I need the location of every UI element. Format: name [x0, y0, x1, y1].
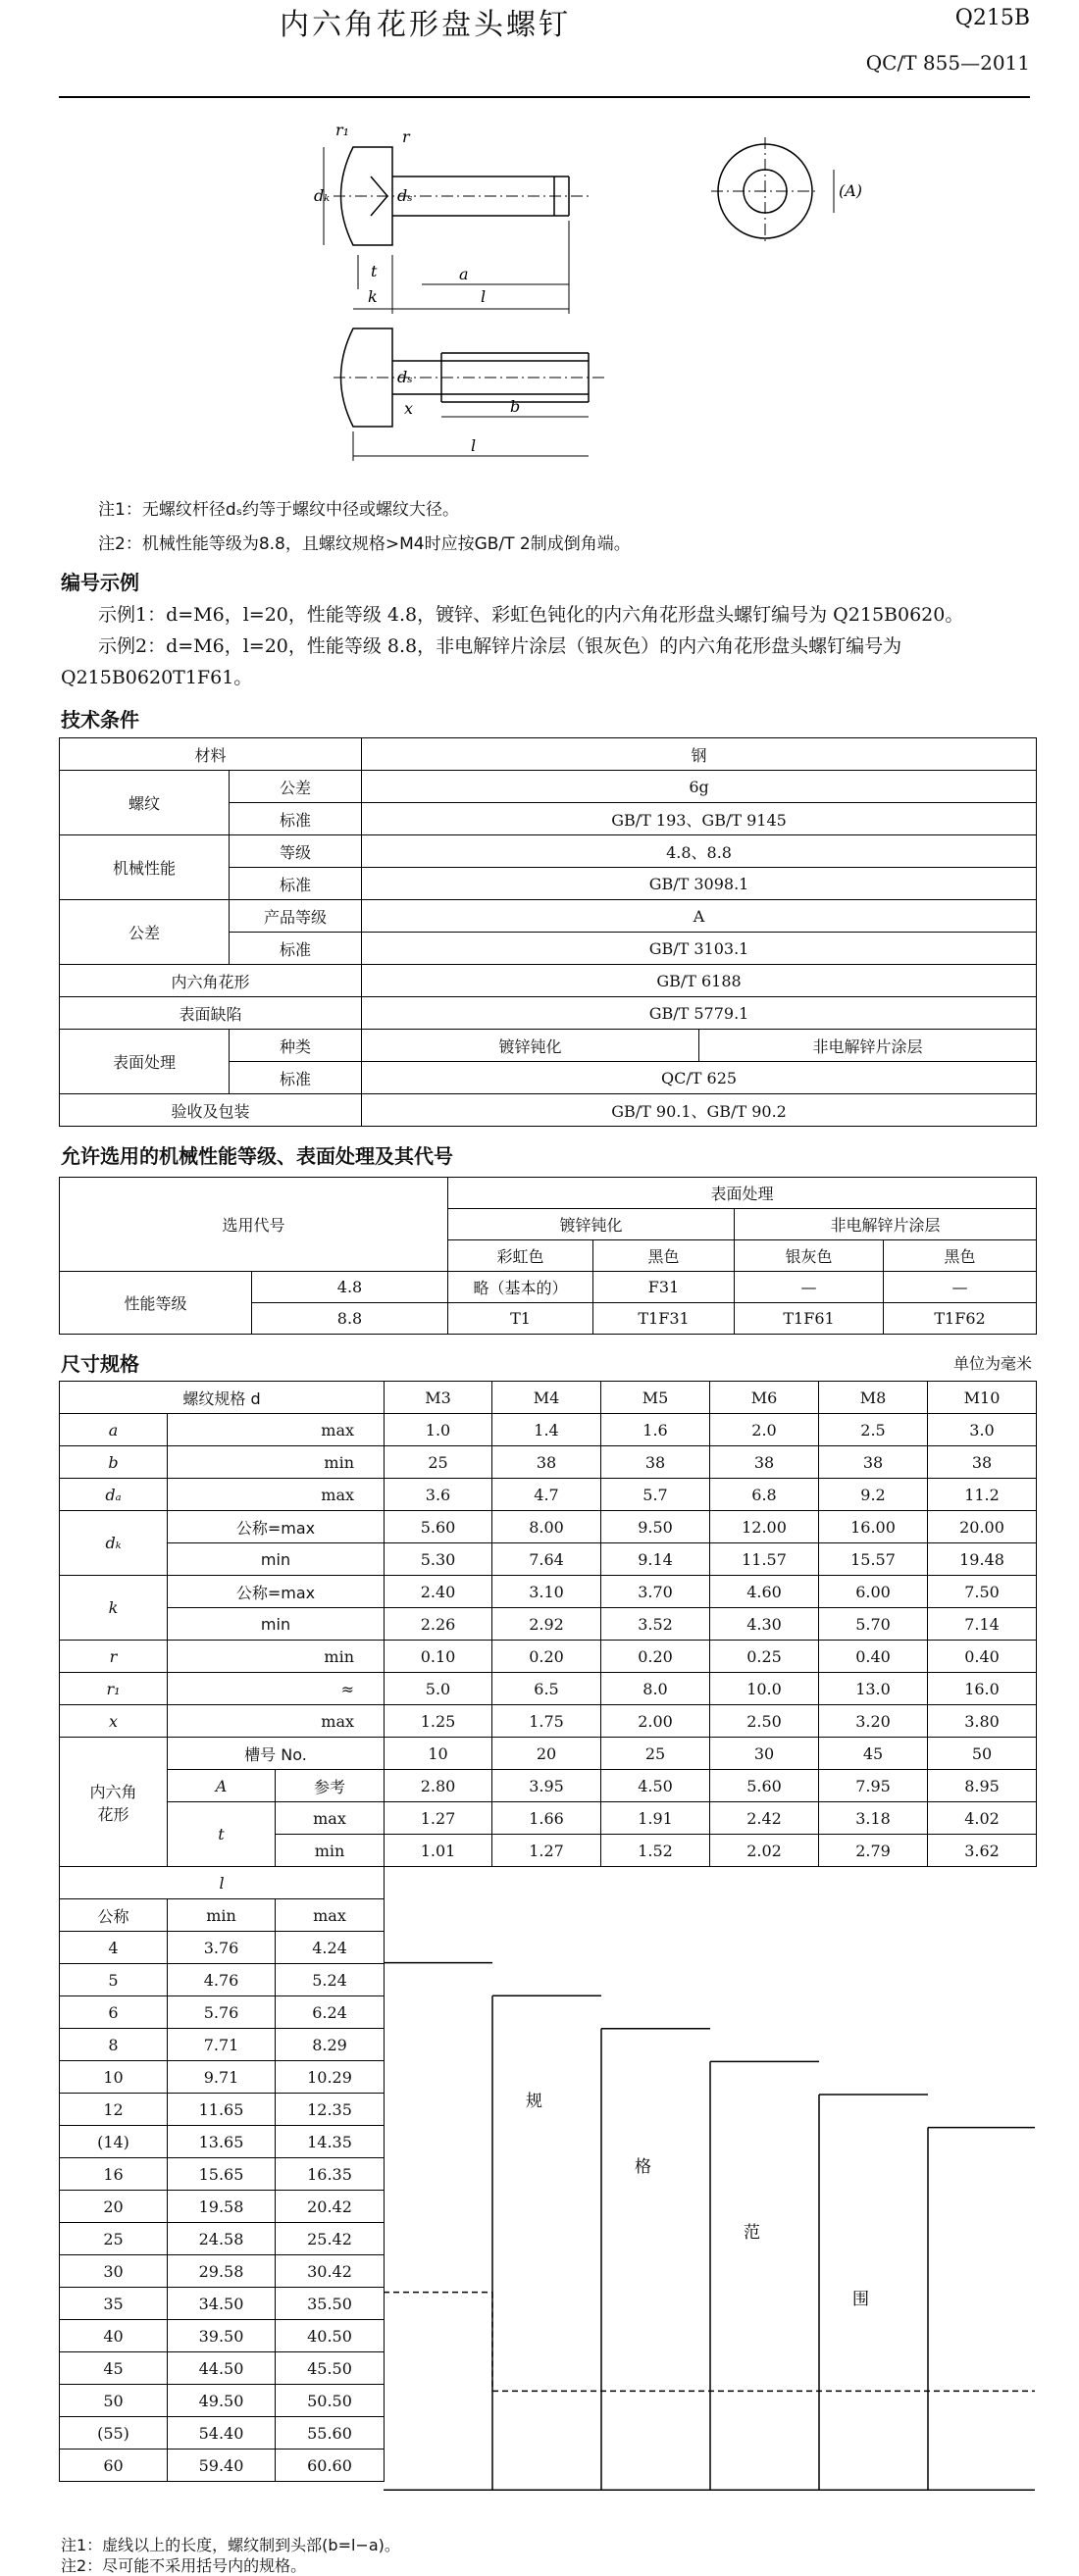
size-cell: 1.27: [385, 1802, 492, 1835]
black2-header: 黑色: [884, 1240, 1037, 1272]
size-cell: 38: [819, 1446, 928, 1479]
length-cell: 16.35: [276, 2158, 385, 2191]
opt-cell: T1F62: [884, 1303, 1037, 1335]
options-table: [59, 1177, 1037, 1335]
length-cell: 11.65: [168, 2094, 276, 2126]
size-cell: 4.02: [928, 1802, 1037, 1835]
surface-header: 表面处理: [448, 1178, 1037, 1209]
size-cell: 11.57: [710, 1543, 819, 1576]
size-cell: 3.0: [928, 1414, 1037, 1446]
slot-label: 槽号 No.: [168, 1738, 385, 1770]
black-header: 黑色: [593, 1240, 735, 1272]
example-1: 示例1：d=M6，l=20，性能等级 4.8，镀锌、彩虹色钝化的内六角花形盘头螺钉编号为 Q215B0620。: [98, 604, 964, 626]
opt-cell: T1: [448, 1303, 593, 1335]
size-cell: 38: [601, 1446, 710, 1479]
surface-label: 表面处理: [60, 1030, 230, 1094]
length-cell: 15.65: [168, 2158, 276, 2191]
part-code: Q215B: [954, 6, 1030, 30]
length-cell: 20.42: [276, 2191, 385, 2223]
tol-label: 公差: [60, 900, 230, 965]
size-cell: 3.18: [819, 1802, 928, 1835]
opt-cell: F31: [593, 1272, 735, 1303]
product-grade-value: A: [362, 900, 1037, 933]
size-cell: 7.95: [819, 1770, 928, 1802]
size-cell: 1.66: [492, 1802, 601, 1835]
surface-standard: QC/T 625: [362, 1062, 1037, 1094]
examples-heading: 编号示例: [61, 571, 139, 594]
torx-label: 内六角花形: [60, 965, 362, 997]
size-symbol: r₁: [60, 1673, 168, 1705]
perf-label: 性能等级: [60, 1272, 252, 1335]
lmin-label: min: [168, 1899, 276, 1932]
range-area: [385, 1867, 1037, 1932]
size-cell: 2.50: [710, 1705, 819, 1738]
range-char-1: 规: [526, 2092, 542, 2111]
size-cell: 7.64: [492, 1543, 601, 1576]
example-2b: Q215B0620T1F61。: [61, 667, 253, 688]
size-symbol: dₐ: [60, 1479, 168, 1511]
opt-cell: —: [884, 1272, 1037, 1303]
length-cell: 45.50: [276, 2352, 385, 2385]
standard-label: 标准: [230, 933, 362, 965]
k-qual: 公称=max: [168, 1576, 385, 1608]
size-cell: 16.00: [819, 1511, 928, 1543]
t-symbol: t: [168, 1802, 276, 1867]
size-cell: 1.4: [492, 1414, 601, 1446]
kind-label: 种类: [230, 1030, 362, 1062]
size-cell: 3.6: [385, 1479, 492, 1511]
tolerance-value: 6g: [362, 771, 1037, 803]
size-cell: 8.00: [492, 1511, 601, 1543]
length-cell: 44.50: [168, 2352, 276, 2385]
options-heading: 允许选用的机械性能等级、表面处理及其代号: [61, 1144, 453, 1168]
size-cell: 5.7: [601, 1479, 710, 1511]
length-cell: 13.65: [168, 2126, 276, 2158]
length-cell: 3.76: [168, 1932, 276, 1964]
example-2a: 示例2：d=M6，l=20，性能等级 8.8，非电解锌片涂层（银灰色）的内六角花形盘头螺钉编号为: [98, 635, 902, 657]
size-cell: 5.60: [710, 1770, 819, 1802]
t-min-label: min: [276, 1835, 385, 1867]
nominal-label: 公称: [60, 1899, 168, 1932]
size-cell: 2.0: [710, 1414, 819, 1446]
length-cell: 20: [60, 2191, 168, 2223]
size-cell: 1.6: [601, 1414, 710, 1446]
length-cell: 5.24: [276, 1964, 385, 1996]
note-bottom-2: 注2：尽可能不采用括号内的规格。: [61, 2556, 307, 2575]
length-cell: 35: [60, 2288, 168, 2320]
length-cell: 55.60: [276, 2417, 385, 2450]
size-cell: 11.2: [928, 1479, 1037, 1511]
opt-cell: 8.8: [252, 1303, 448, 1335]
label-k: k: [368, 287, 378, 306]
length-cell: 60.60: [276, 2450, 385, 2482]
size-cell: 3.10: [492, 1576, 601, 1608]
spec-header: M10: [928, 1382, 1037, 1414]
tech-heading: 技术条件: [61, 708, 139, 732]
label-l: l: [481, 287, 487, 306]
size-symbol: a: [60, 1414, 168, 1446]
product-grade-label: 产品等级: [230, 900, 362, 933]
ref-label: 参考: [276, 1770, 385, 1802]
size-cell: 0.40: [928, 1641, 1037, 1673]
length-cell: 50: [60, 2385, 168, 2417]
size-cell: 38: [710, 1446, 819, 1479]
sizes-heading: 尺寸规格: [61, 1352, 139, 1376]
length-cell: 5: [60, 1964, 168, 1996]
label-dk: dₖ: [314, 186, 331, 205]
spec-header: M5: [601, 1382, 710, 1414]
size-cell: 50: [928, 1738, 1037, 1770]
label-ds: dₛ: [397, 186, 413, 205]
size-cell: 3.80: [928, 1705, 1037, 1738]
size-cell: 0.40: [819, 1641, 928, 1673]
mech-label: 机械性能: [60, 835, 230, 900]
length-cell: 60: [60, 2450, 168, 2482]
length-cell: 34.50: [168, 2288, 276, 2320]
size-cell: 13.0: [819, 1673, 928, 1705]
grade-value: 4.8、8.8: [362, 835, 1037, 868]
spec-header: M8: [819, 1382, 928, 1414]
length-cell: 4: [60, 1932, 168, 1964]
length-cell: 39.50: [168, 2320, 276, 2352]
length-cell: 5.76: [168, 1996, 276, 2029]
size-cell: 12.00: [710, 1511, 819, 1543]
size-cell: 3.95: [492, 1770, 601, 1802]
length-cell: 4.76: [168, 1964, 276, 1996]
header-rule: [59, 96, 1030, 98]
defect-label: 表面缺陷: [60, 997, 362, 1030]
size-cell: 15.57: [819, 1543, 928, 1576]
size-cell: 38: [928, 1446, 1037, 1479]
material-label: 材料: [60, 738, 362, 771]
page-title: 内六角花形盘头螺钉: [280, 8, 571, 42]
length-cell: 54.40: [168, 2417, 276, 2450]
unit-note: 单位为毫米: [952, 1354, 1032, 1373]
material-value: 钢: [362, 738, 1037, 771]
length-cell: 29.58: [168, 2255, 276, 2288]
size-cell: 4.50: [601, 1770, 710, 1802]
length-cell: 19.58: [168, 2191, 276, 2223]
zinc-header: 镀锌钝化: [448, 1209, 735, 1240]
dk-qual: min: [168, 1543, 385, 1576]
k-qual: min: [168, 1608, 385, 1641]
size-cell: 3.62: [928, 1835, 1037, 1867]
size-cell: 3.52: [601, 1608, 710, 1641]
length-cell: 6.24: [276, 1996, 385, 2029]
opt-cell: —: [735, 1272, 884, 1303]
size-cell: 1.01: [385, 1835, 492, 1867]
size-cell: 8.0: [601, 1673, 710, 1705]
size-cell: 38: [492, 1446, 601, 1479]
length-cell: 45: [60, 2352, 168, 2385]
size-cell: 5.60: [385, 1511, 492, 1543]
length-cell: 40.50: [276, 2320, 385, 2352]
torx-label: 内六角 花形: [60, 1738, 168, 1867]
tol-standard: GB/T 3103.1: [362, 933, 1037, 965]
length-cell: 49.50: [168, 2385, 276, 2417]
opt-cell: T1F61: [735, 1303, 884, 1335]
tolerance-label: 公差: [230, 771, 362, 803]
size-cell: 9.14: [601, 1543, 710, 1576]
size-cell: 3.20: [819, 1705, 928, 1738]
size-cell: 25: [385, 1446, 492, 1479]
label-l2: l: [471, 436, 477, 455]
spec-header: M6: [710, 1382, 819, 1414]
accept-label: 验收及包装: [60, 1094, 362, 1127]
range-chart: [384, 1930, 1035, 2530]
note-1: 注1：无螺纹杆径dₛ约等于螺纹中径或螺纹大径。: [98, 500, 459, 520]
length-cell: (55): [60, 2417, 168, 2450]
t-max-label: max: [276, 1802, 385, 1835]
size-cell: 5.70: [819, 1608, 928, 1641]
size-qual: min: [168, 1446, 385, 1479]
k-symbol: k: [60, 1576, 168, 1641]
nonelec-label: 非电解锌片涂层: [699, 1030, 1037, 1062]
size-cell: 1.0: [385, 1414, 492, 1446]
size-cell: 0.25: [710, 1641, 819, 1673]
standard-label: 标准: [230, 1062, 362, 1094]
size-symbol: r: [60, 1641, 168, 1673]
length-cell: 10: [60, 2061, 168, 2094]
label-A: (A): [839, 181, 863, 200]
length-cell: 40: [60, 2320, 168, 2352]
spec-header: M3: [385, 1382, 492, 1414]
length-cell: 30: [60, 2255, 168, 2288]
lmax-label: max: [276, 1899, 385, 1932]
size-cell: 10.0: [710, 1673, 819, 1705]
length-cell: 8: [60, 2029, 168, 2061]
size-cell: 2.5: [819, 1414, 928, 1446]
size-qual: min: [168, 1641, 385, 1673]
size-cell: 45: [819, 1738, 928, 1770]
size-cell: 1.27: [492, 1835, 601, 1867]
standard-number: QC/T 855—2011: [865, 51, 1030, 75]
range-char-4: 围: [852, 2290, 869, 2309]
label-r1: r₁: [335, 121, 350, 139]
standard-label: 标准: [230, 803, 362, 835]
length-cell: 35.50: [276, 2288, 385, 2320]
opt-cell: 4.8: [252, 1272, 448, 1303]
size-cell: 2.80: [385, 1770, 492, 1802]
size-cell: 2.00: [601, 1705, 710, 1738]
size-qual: max: [168, 1705, 385, 1738]
size-cell: 5.30: [385, 1543, 492, 1576]
length-cell: 25.42: [276, 2223, 385, 2255]
size-cell: 10: [385, 1738, 492, 1770]
dk-symbol: dₖ: [60, 1511, 168, 1576]
size-cell: 2.40: [385, 1576, 492, 1608]
note-2: 注2：机械性能等级为8.8，且螺纹规格>M4时应按GB/T 2制成倒角端。: [98, 534, 631, 554]
size-symbol: x: [60, 1705, 168, 1738]
tech-table: [59, 737, 1037, 1127]
size-cell: 4.60: [710, 1576, 819, 1608]
size-cell: 0.20: [601, 1641, 710, 1673]
note-bottom-1: 注1：虚线以上的长度，螺纹制到头部(b=l−a)。: [61, 2536, 400, 2554]
size-cell: 9.50: [601, 1511, 710, 1543]
size-cell: 9.2: [819, 1479, 928, 1511]
size-cell: 19.48: [928, 1543, 1037, 1576]
size-cell: 25: [601, 1738, 710, 1770]
size-cell: 30: [710, 1738, 819, 1770]
range-char-3: 范: [744, 2223, 760, 2243]
silver-header: 银灰色: [735, 1240, 884, 1272]
length-cell: 24.58: [168, 2223, 276, 2255]
size-cell: 2.92: [492, 1608, 601, 1641]
length-cell: 7.71: [168, 2029, 276, 2061]
size-cell: 1.52: [601, 1835, 710, 1867]
torx-standard: GB/T 6188: [362, 965, 1037, 997]
length-cell: 59.40: [168, 2450, 276, 2482]
size-cell: 7.14: [928, 1608, 1037, 1641]
size-cell: 1.75: [492, 1705, 601, 1738]
rainbow-header: 彩虹色: [448, 1240, 593, 1272]
size-cell: 2.02: [710, 1835, 819, 1867]
size-cell: 6.8: [710, 1479, 819, 1511]
label-a: a: [459, 265, 469, 283]
accept-standard: GB/T 90.1、GB/T 90.2: [362, 1094, 1037, 1127]
size-cell: 0.10: [385, 1641, 492, 1673]
thread-standard: GB/T 193、GB/T 9145: [362, 803, 1037, 835]
length-cell: 50.50: [276, 2385, 385, 2417]
length-cell: 4.24: [276, 1932, 385, 1964]
size-cell: 2.26: [385, 1608, 492, 1641]
size-qual: ≈: [168, 1673, 385, 1705]
range-char-2: 格: [635, 2157, 651, 2177]
label-x: x: [404, 399, 414, 418]
size-cell: 2.79: [819, 1835, 928, 1867]
size-cell: 8.95: [928, 1770, 1037, 1802]
A-symbol: A: [168, 1770, 276, 1802]
grade-label: 等级: [230, 835, 362, 868]
label-ds2: dₛ: [397, 368, 413, 386]
select-code-label: 选用代号: [60, 1178, 448, 1272]
thread-label: 螺纹: [60, 771, 230, 835]
length-cell: 12.35: [276, 2094, 385, 2126]
standard-label: 标准: [230, 868, 362, 900]
spec-header: M4: [492, 1382, 601, 1414]
length-cell: 12: [60, 2094, 168, 2126]
length-cell: 8.29: [276, 2029, 385, 2061]
size-cell: 3.70: [601, 1576, 710, 1608]
l-symbol: l: [60, 1867, 385, 1899]
size-cell: 20.00: [928, 1511, 1037, 1543]
length-cell: (14): [60, 2126, 168, 2158]
size-cell: 7.50: [928, 1576, 1037, 1608]
size-cell: 1.91: [601, 1802, 710, 1835]
length-cell: 9.71: [168, 2061, 276, 2094]
size-symbol: b: [60, 1446, 168, 1479]
zinc-label: 镀锌钝化: [362, 1030, 699, 1062]
size-cell: 0.20: [492, 1641, 601, 1673]
length-cell: 30.42: [276, 2255, 385, 2288]
length-cell: 14.35: [276, 2126, 385, 2158]
label-t: t: [371, 262, 378, 280]
screw-drawing: [314, 118, 1059, 471]
length-cell: 6: [60, 1996, 168, 2029]
length-cell: 25: [60, 2223, 168, 2255]
label-b: b: [510, 397, 521, 416]
opt-cell: T1F31: [593, 1303, 735, 1335]
length-cell: 10.29: [276, 2061, 385, 2094]
mech-standard: GB/T 3098.1: [362, 868, 1037, 900]
length-cell: 16: [60, 2158, 168, 2191]
opt-cell: 略（基本的）: [448, 1272, 593, 1303]
label-r: r: [402, 127, 410, 146]
size-qual: max: [168, 1479, 385, 1511]
size-cell: 6.5: [492, 1673, 601, 1705]
nonelec-header: 非电解锌片涂层: [735, 1209, 1037, 1240]
size-cell: 20: [492, 1738, 601, 1770]
size-cell: 6.00: [819, 1576, 928, 1608]
thread-spec-label: 螺纹规格 d: [60, 1382, 385, 1414]
defect-standard: GB/T 5779.1: [362, 997, 1037, 1030]
size-qual: max: [168, 1414, 385, 1446]
size-cell: 4.30: [710, 1608, 819, 1641]
size-cell: 4.7: [492, 1479, 601, 1511]
size-cell: 1.25: [385, 1705, 492, 1738]
size-cell: 2.42: [710, 1802, 819, 1835]
size-cell: 5.0: [385, 1673, 492, 1705]
size-cell: 16.0: [928, 1673, 1037, 1705]
dk-qual: 公称=max: [168, 1511, 385, 1543]
